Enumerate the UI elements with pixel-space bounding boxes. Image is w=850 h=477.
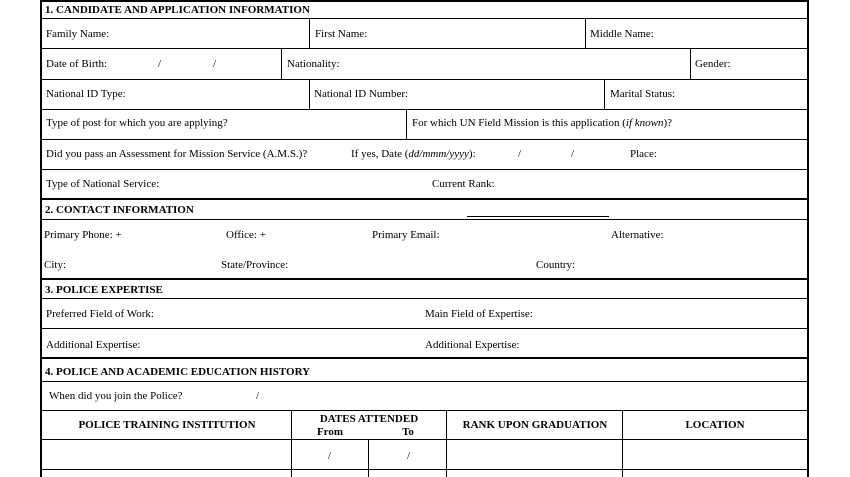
first-name-label: First Name: <box>315 28 368 40</box>
country-field[interactable] <box>578 252 804 276</box>
divider <box>40 18 809 19</box>
mission-label-suffix: )? <box>663 117 673 129</box>
additional-expertise-field-2[interactable] <box>522 331 804 355</box>
divider <box>309 18 310 48</box>
national-id-number-label: National ID Number: <box>314 88 409 100</box>
institution-cell[interactable] <box>43 441 289 467</box>
primary-phone-field[interactable] <box>128 222 218 246</box>
preferred-field-input[interactable] <box>158 301 418 325</box>
middle-name-field[interactable] <box>658 20 804 46</box>
divider <box>604 79 605 109</box>
first-name-field[interactable] <box>370 20 582 46</box>
alternative-label: Alternative: <box>611 229 664 241</box>
ams-date-field[interactable] <box>480 141 620 167</box>
marital-status-field[interactable] <box>680 81 804 107</box>
divider <box>40 79 809 80</box>
state-label: State/Province: <box>221 259 289 271</box>
form-border-right <box>807 0 809 477</box>
divider <box>40 410 809 411</box>
divider <box>40 278 809 280</box>
dob-slash: / <box>213 58 217 70</box>
city-field[interactable] <box>68 252 218 276</box>
current-rank-field[interactable] <box>500 171 804 197</box>
divider <box>281 48 282 79</box>
divider <box>40 109 809 110</box>
col-institution-header: POLICE TRAINING INSTITUTION <box>78 419 256 431</box>
divider <box>40 357 809 359</box>
city-label: City: <box>44 259 67 271</box>
ams-date-prefix: If yes, Date ( <box>351 148 409 160</box>
divider <box>368 439 369 477</box>
location-cell[interactable] <box>624 441 805 467</box>
national-id-type-field[interactable] <box>130 81 306 107</box>
national-id-type-label: National ID Type: <box>46 88 126 100</box>
place-field[interactable] <box>662 141 804 167</box>
col-rank-header: RANK UPON GRADUATION <box>462 419 608 431</box>
divider <box>40 439 809 440</box>
join-police-field[interactable] <box>190 384 350 408</box>
current-rank-label: Current Rank: <box>432 178 495 190</box>
divider <box>467 216 609 217</box>
col-to-header: To <box>402 426 414 438</box>
state-field[interactable] <box>294 252 524 276</box>
mission-label <box>412 117 672 129</box>
ams-date-slash: / <box>571 148 575 160</box>
national-id-number-field[interactable] <box>412 81 602 107</box>
mission-label-italic: if known <box>625 117 664 129</box>
ams-label: Did you pass an Assessment for Mission Service (A.M.S.)? <box>46 148 308 160</box>
mission-label-text: For which UN Field Mission is this application ( <box>412 117 626 129</box>
national-service-label: Type of National Service: <box>46 178 160 190</box>
divider <box>585 18 586 48</box>
to-slash: / <box>407 450 411 462</box>
middle-name-label: Middle Name: <box>590 28 654 40</box>
gender-field[interactable] <box>735 50 804 76</box>
additional-expertise-field-1[interactable] <box>142 331 418 355</box>
join-police-label: When did you join the Police? <box>49 390 183 402</box>
primary-phone-label: Primary Phone: + <box>44 229 122 241</box>
divider <box>40 219 809 220</box>
national-service-field[interactable] <box>162 171 422 197</box>
divider <box>40 298 809 299</box>
divider <box>40 469 809 470</box>
additional-expertise-label: Additional Expertise: <box>425 339 520 351</box>
nationality-field[interactable] <box>345 50 685 76</box>
divider <box>309 79 310 109</box>
ams-date-slash: / <box>518 148 522 160</box>
nationality-label: Nationality: <box>287 58 340 70</box>
divider <box>40 198 809 200</box>
section-2-title: 2. CONTACT INFORMATION <box>45 204 194 216</box>
main-field-input[interactable] <box>536 301 804 325</box>
ams-date-format: dd/mmm/yyyy <box>408 148 469 160</box>
section-1-title: 1. CANDIDATE AND APPLICATION INFORMATION <box>45 4 310 16</box>
primary-email-field[interactable] <box>442 222 604 246</box>
divider <box>291 410 292 477</box>
section-4-title: 4. POLICE AND ACADEMIC EDUCATION HISTORY <box>45 366 311 378</box>
form-border-left <box>40 0 42 477</box>
gender-label: Gender: <box>695 58 731 70</box>
divider <box>690 48 691 79</box>
type-of-post-field[interactable] <box>46 126 401 138</box>
section-3-title: 3. POLICE EXPERTISE <box>45 284 163 296</box>
divider <box>40 381 809 382</box>
form-border-top <box>40 0 809 2</box>
family-name-label: Family Name: <box>46 28 110 40</box>
divider <box>406 109 407 139</box>
dob-field[interactable] <box>112 50 277 76</box>
ams-date-suffix: ): <box>468 148 476 160</box>
divider <box>40 169 809 170</box>
type-of-post-label: Type of post for which you are applying? <box>46 117 228 129</box>
col-dates-header: DATES ATTENDED <box>319 413 419 425</box>
marital-status-label: Marital Status: <box>610 88 676 100</box>
from-slash: / <box>328 450 332 462</box>
country-label: Country: <box>536 259 576 271</box>
place-label: Place: <box>630 148 657 160</box>
dob-slash: / <box>158 58 162 70</box>
divider <box>40 48 809 49</box>
additional-expertise-label: Additional Expertise: <box>46 339 141 351</box>
rank-cell[interactable] <box>448 441 620 467</box>
divider <box>446 410 447 477</box>
alternative-field[interactable] <box>666 222 804 246</box>
col-location-header: LOCATION <box>685 419 745 431</box>
col-from-header: From <box>316 426 344 438</box>
join-date-slash: / <box>256 390 260 402</box>
office-phone-field[interactable] <box>268 222 366 246</box>
ams-date-label <box>351 148 476 160</box>
divider <box>622 410 623 477</box>
divider <box>40 328 809 329</box>
preferred-field-label: Preferred Field of Work: <box>46 308 154 320</box>
primary-email-label: Primary Email: <box>372 229 440 241</box>
family-name-field[interactable] <box>112 20 308 46</box>
main-field-label: Main Field of Expertise: <box>425 308 533 320</box>
dob-label: Date of Birth: <box>46 58 108 70</box>
office-phone-label: Office: + <box>226 229 266 241</box>
divider <box>40 139 809 140</box>
